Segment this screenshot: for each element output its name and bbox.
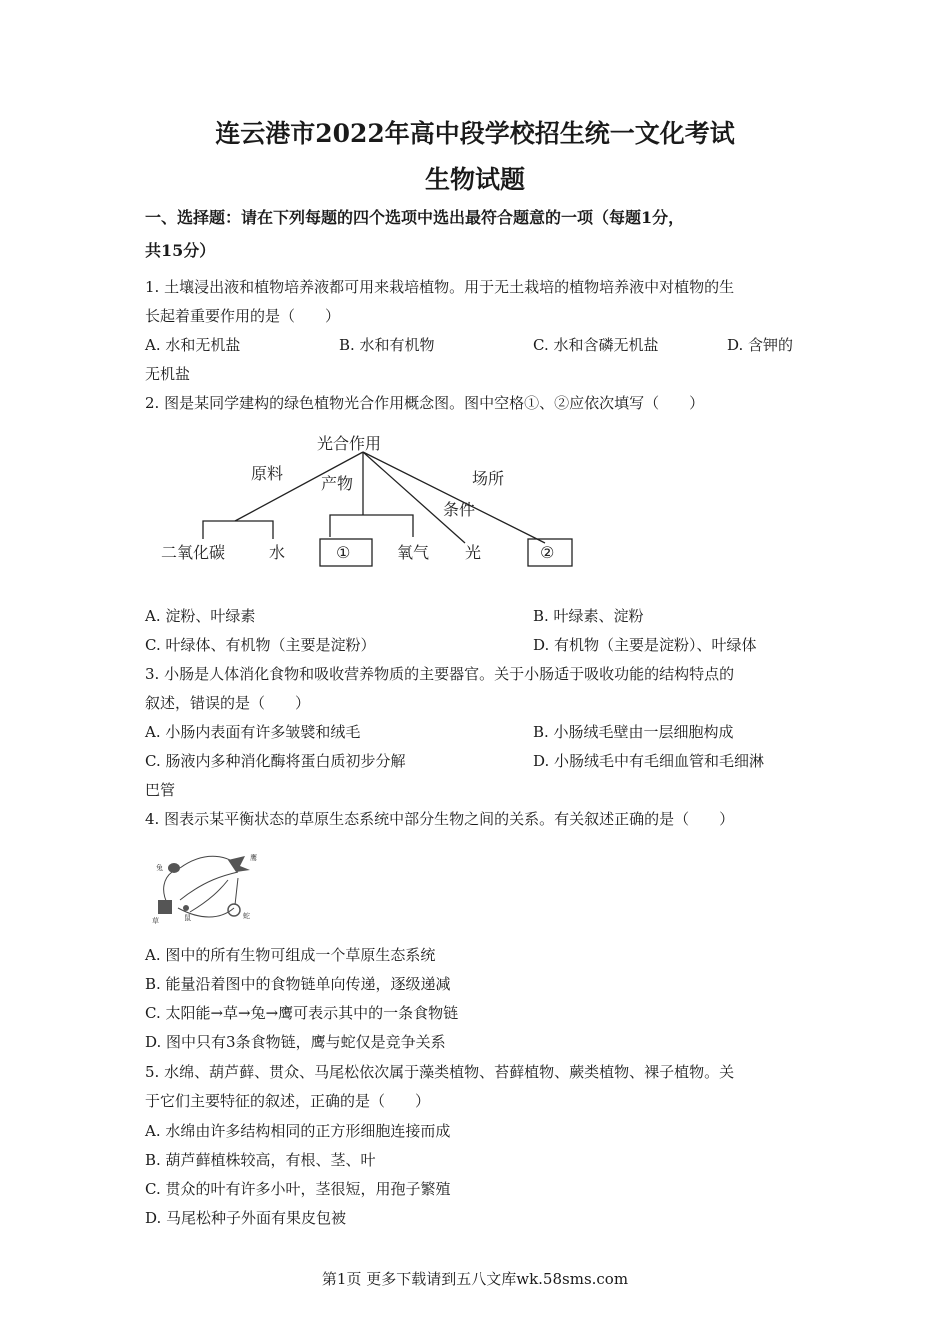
q5-option-c: C. 贯众的叶有许多小叶，茎很短，用孢子繁殖: [145, 1180, 451, 1198]
exam-title: 连云港市2022年高中段学校招生统一文化考试: [215, 119, 735, 148]
food-web-label-snake: 蛇: [243, 912, 250, 920]
q1-option-d-cont: 无机盐: [145, 365, 191, 383]
q2-option-d: D. 有机物（主要是淀粉）、叶绿体: [533, 636, 757, 654]
diagram-blank-1: ①: [336, 543, 351, 562]
q3-option-c: C. 肠液内多种消化酶将蛋白质初步分解: [145, 752, 406, 770]
q2-stem: 2. 图是某同学建构的绿色植物光合作用概念图。图中空格①、②应依次填写（ ）: [145, 394, 705, 412]
q1-option-c: C. 水和含磷无机盐: [533, 336, 659, 354]
snake-icon: [228, 904, 240, 916]
food-web-label-grass: 草: [152, 917, 159, 925]
q3-option-d: D. 小肠绒毛中有毛细血管和毛细淋: [533, 752, 765, 770]
q4-option-a: A. 图中的所有生物可组成一个草原生态系统: [145, 946, 436, 964]
diagram-blank-2: ②: [540, 543, 555, 562]
diagram-root: 光合作用: [317, 434, 382, 453]
mouse-icon: [183, 905, 189, 911]
q2-option-c: C. 叶绿体、有机物（主要是淀粉）: [145, 636, 376, 654]
q4-option-c: C. 太阳能→草→兔→鹰可表示其中的一条食物链: [145, 1004, 459, 1022]
rabbit-icon: [168, 863, 180, 873]
q5-option-d: D. 马尾松种子外面有果皮包被: [145, 1209, 347, 1227]
diagram-leaf-light: 光: [465, 543, 482, 562]
q2-option-a: A. 淀粉、叶绿素: [145, 607, 256, 625]
photosynthesis-concept-map: [145, 425, 605, 585]
q3-stem-cont: 叙述，错误的是（ ）: [145, 694, 311, 712]
diagram-label-condition: 条件: [443, 500, 476, 519]
q4-option-d: D. 图中只有3条食物链，鹰与蛇仅是竞争关系: [145, 1033, 446, 1051]
food-web-label-mouse: 鼠: [184, 914, 191, 922]
diagram-label-product: 产物: [321, 474, 354, 493]
q4-stem: 4. 图表示某平衡状态的草原生态系统中部分生物之间的关系。有关叙述正确的是（ ）: [145, 810, 735, 828]
diagram-label-raw: 原料: [251, 464, 284, 483]
q3-option-b: B. 小肠绒毛壁由一层细胞构成: [533, 723, 734, 741]
q3-option-a: A. 小肠内表面有许多皱襞和绒毛: [145, 723, 361, 741]
diagram-leaf-water: 水: [269, 543, 286, 562]
q1-stem: 1. 土壤浸出液和植物培养液都可用来栽培植物。用于无土栽培的植物培养液中对植物的生: [145, 278, 735, 296]
q5-stem-cont: 于它们主要特征的叙述，正确的是（ ）: [145, 1092, 431, 1110]
food-web-label-hawk: 鹰: [250, 854, 257, 862]
food-web-label-rabbit: 兔: [156, 864, 163, 872]
diagram-leaf-co2: 二氧化碳: [161, 543, 226, 562]
q1-stem-cont: 长起着重要作用的是（ ）: [145, 307, 341, 325]
q3-option-d-cont: 巴管: [145, 781, 176, 799]
q3-stem: 3. 小肠是人体消化食物和吸收营养物质的主要器官。关于小肠适于吸收功能的结构特点的: [145, 665, 735, 683]
grass-icon: [158, 900, 172, 914]
q2-option-b: B. 叶绿素、淀粉: [533, 607, 644, 625]
diagram-label-place: 场所: [472, 469, 505, 488]
q1-option-a: A. 水和无机盐: [145, 336, 241, 354]
section-heading: 一、选择题：请在下列每题的四个选项中选出最符合题意的一项（每题1分，: [145, 208, 685, 227]
q5-option-a: A. 水绵由许多结构相同的正方形细胞连接而成: [145, 1122, 451, 1140]
q1-option-b: B. 水和有机物: [339, 336, 435, 354]
q4-option-b: B. 能量沿着图中的食物链单向传递，逐级递减: [145, 975, 451, 993]
exam-subtitle: 生物试题: [424, 165, 525, 194]
q1-option-d: D. 含钾的: [727, 336, 794, 354]
food-web-figure: [150, 850, 260, 925]
page-footer: 第1页 更多下载请到五八文库wk.58sms.com: [321, 1270, 629, 1288]
hawk-icon: [228, 856, 250, 872]
q5-option-b: B. 葫芦藓植株较高，有根、茎、叶: [145, 1151, 376, 1169]
q5-stem: 5. 水绵、葫芦藓、贯众、马尾松依次属于藻类植物、苔藓植物、蕨类植物、裸子植物。关: [145, 1063, 735, 1081]
diagram-leaf-oxygen: 氧气: [397, 543, 430, 562]
section-heading-cont: 共15分）: [145, 241, 216, 260]
